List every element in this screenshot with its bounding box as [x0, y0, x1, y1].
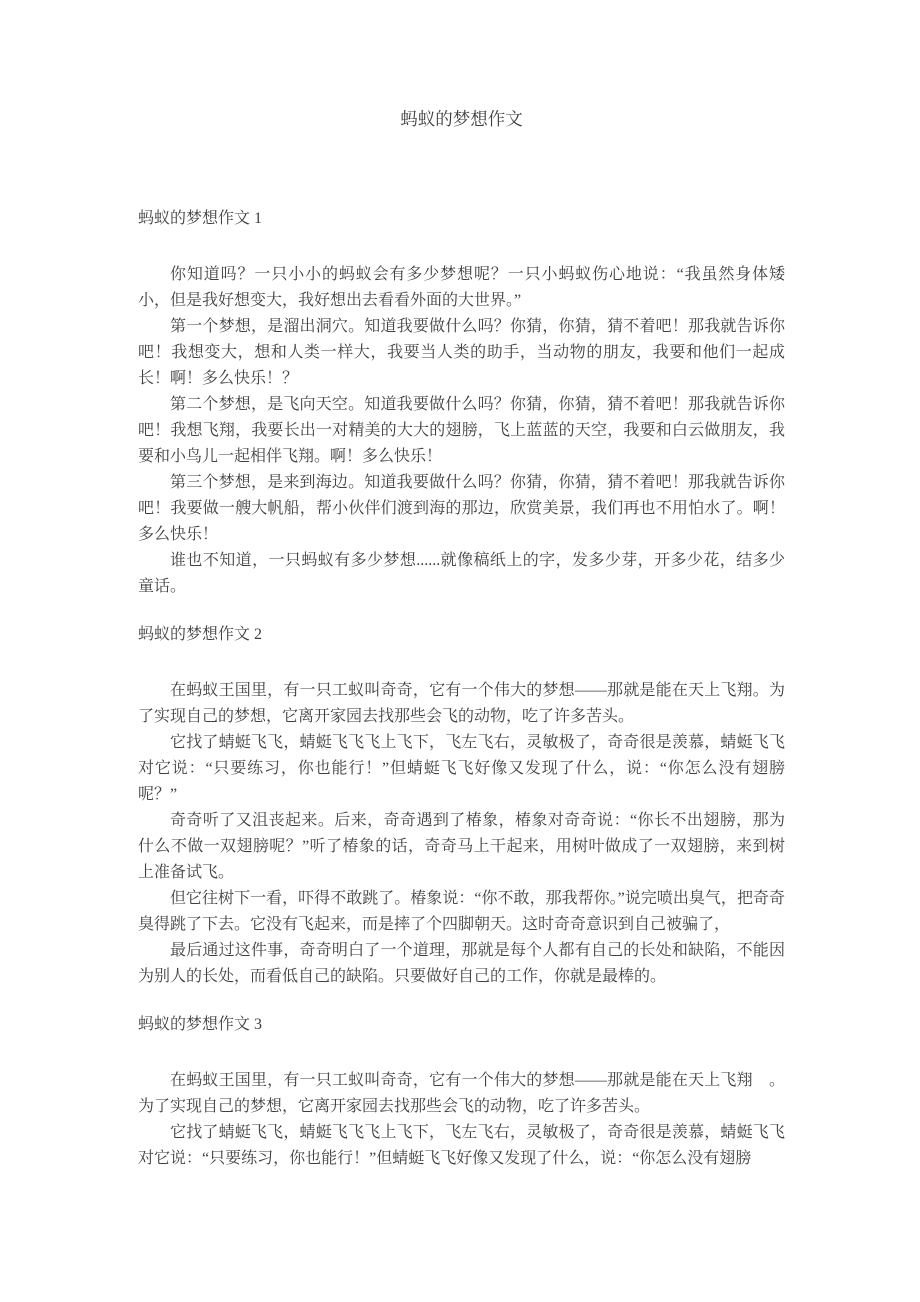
- paragraph: 在蚂蚁王国里，有一只工蚁叫奇奇，它有一个伟大的梦想——那就是能在天上飞翔 。为了实现自己的梦想，它离开家园去找那些会飞的动物，吃了许多苦头。: [138, 1072, 785, 1115]
- paragraph: 第二个梦想，是飞向天空。知道我要做什么吗？你猜，你猜，猜不着吧！那我就告诉你吧！我想飞翔，我要长出一对精美的大大的翅膀，飞上蓝蓝的天空，我要和白云做朋友，我要和小鸟儿一起相伴飞翔。啊！多么快乐！: [138, 396, 785, 465]
- essay-section-2: [138, 622, 785, 990]
- essay-section-3: [138, 1012, 785, 1172]
- section-2-heading: 蚂蚁的梦想作文 2: [138, 626, 263, 643]
- paragraph: 在蚂蚁王国里，有一只工蚁叫奇奇，它有一个伟大的梦想——那就是能在天上飞翔。为了实现自己的梦想，它离开家园去找那些会飞的动物，吃了许多苦头。: [138, 682, 785, 725]
- paragraph: 你知道吗？一只小小的蚂蚁会有多少梦想呢？一只小蚂蚁伤心地说：“我虽然身体矮小，但是我好想变大，我好想出去看看外面的大世界。”: [138, 266, 785, 309]
- paragraph: 第一个梦想，是溜出洞穴。知道我要做什么吗？你猜，你猜，猜不着吧！那我就告诉你吧！我想变大，想和人类一样大，我要当人类的助手，当动物的朋友，我要和他们一起成长！啊！多么快乐！？: [138, 318, 785, 387]
- section-3-heading: 蚂蚁的梦想作文 3: [138, 1016, 263, 1033]
- paragraph: 最后通过这件事，奇奇明白了一个道理，那就是每个人都有自己的长处和缺陷，不能因为别人的长处，而看低自己的缺陷。只要做好自己的工作，你就是最棒的。: [138, 942, 785, 985]
- document-title: 蚂蚁的梦想作文: [400, 109, 523, 129]
- paragraph: 但它往树下一看，吓得不敢跳了。椿象说：“你不敢，那我帮你。”说完喷出臭气，把奇奇臭得跳了下去。它没有飞起来，而是摔了个四脚朝天。这时奇奇意识到自己被骗了，: [138, 890, 785, 933]
- essay-section-1: [138, 206, 785, 600]
- section-1-heading: 蚂蚁的梦想作文 1: [138, 210, 263, 227]
- paragraph: 奇奇听了又沮丧起来。后来，奇奇遇到了椿象，椿象对奇奇说：“你长不出翅膀，那为什么不做一双翅膀呢？”听了椿象的话，奇奇马上干起来，用树叶做成了一双翅膀，来到树上准备试飞。: [138, 812, 785, 881]
- paragraph: 谁也不知道，一只蚂蚁有多少梦想......就像稿纸上的字，发多少芽，开多少花，结多少童话。: [138, 552, 785, 595]
- paragraph: 它找了蜻蜓飞飞，蜻蜓飞飞飞上飞下，飞左飞右，灵敏极了，奇奇很是羡慕，蜻蜓飞飞对它说：“只要练习，你也能行！”但蜻蜓飞飞好像又发现了什么，说：“你怎么没有翅膀呢？”: [138, 734, 785, 803]
- paragraph: 它找了蜻蜓飞飞，蜻蜓飞飞飞上飞下，飞左飞右，灵敏极了，奇奇很是羡慕，蜻蜓飞飞对它说：“只要练习，你也能行！”但蜻蜓飞飞好像又发现了什么，说：“你怎么没有翅膀: [138, 1124, 785, 1167]
- paragraph: 第三个梦想，是来到海边。知道我要做什么吗？你猜，你猜，猜不着吧！那我就告诉你吧！我要做一艘大帆船，帮小伙伴们渡到海的那边，欣赏美景，我们再也不用怕水了。啊！多么快乐！: [138, 474, 785, 543]
